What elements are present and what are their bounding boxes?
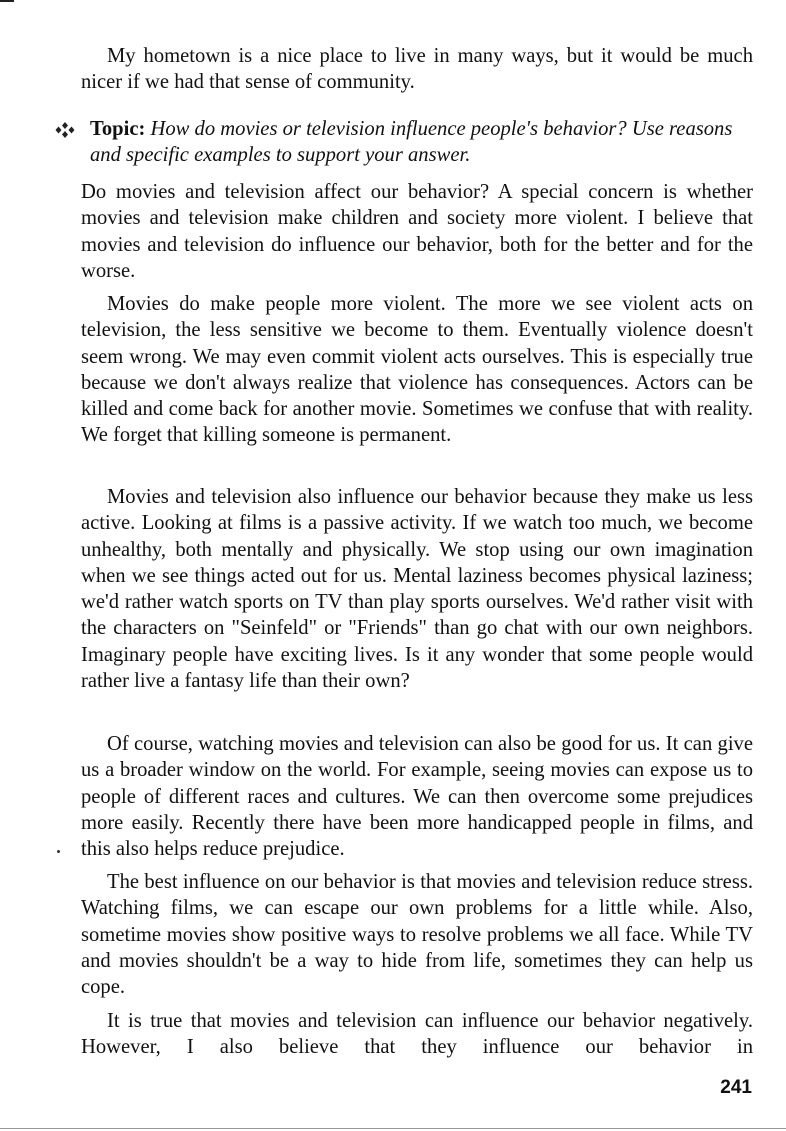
essay-paragraph-6: It is true that movies and television can influence our behavior negatively. However, I also believe that they influence our behavior in [81, 1010, 753, 1059]
top-edge-mark [0, 0, 14, 2]
topic-question: How do movies or television influence people's behavior? Use reasons and specific examples to support your answer. [90, 118, 733, 167]
topic-label: Topic: [90, 118, 146, 140]
intro-paragraph: My hometown is a nice place to live in many ways, but it would be much nicer if we had that sense of community. [81, 45, 753, 94]
bottom-edge-line [0, 1128, 786, 1129]
margin-speck [57, 850, 60, 853]
essay-paragraph-4: Of course, watching movies and television can also be good for us. It can give us a broader window on the world. For example, seeing movies can expose us to people of different races and cultures. We can then overcome some prejudices more easily. Recently there have been more handicapped people in films, and this also helps reduce prejudice. [81, 733, 753, 861]
essay-paragraph-5: The best influence on our behavior is that movies and television reduce stress. Watching films, we can escape our own problems for a little while. Also, sometime movies show positive ways to resolve problems we all face. While TV and movies shouldn't be a way to hide from life, sometimes they can help us cope. [81, 871, 753, 999]
essay-paragraph-1: Do movies and television affect our behavior? A special concern is whether movies and television make children and society more violent. I believe that movies and television do influence our behavior, both for the better and for the worse. [81, 181, 753, 282]
topic-block [90, 116, 754, 169]
four-diamond-ornament-icon [54, 121, 76, 139]
page-number: 241 [720, 1077, 752, 1098]
essay-paragraph-2: Movies do make people more violent. The more we see violent acts on television, the less sensitive we become to them. Eventually violence doesn't seem wrong. We may even commit violent acts ourselves. This is especially true because we don't always realize that violence has consequences. Actors can be killed and come back for another movie. Sometimes we confuse that with reality. We forget that killing someone is permanent. [81, 293, 753, 447]
essay-paragraph-3: Movies and television also influence our behavior because they make us less active. Looking at films is a passive activity. If we watch too much, we become unhealthy, both mentally and physically. We stop using our own imagination when we see things acted out for us. Mental laziness becomes physical laziness; we'd rather watch sports on TV than play sports ourselves. We'd rather visit with the characters on "Seinfeld" or "Friends" than go chat with our own neighbors. Imaginary people have exciting lives. Is it any wonder that some people would rather live a fantasy life than their own? [81, 486, 753, 693]
